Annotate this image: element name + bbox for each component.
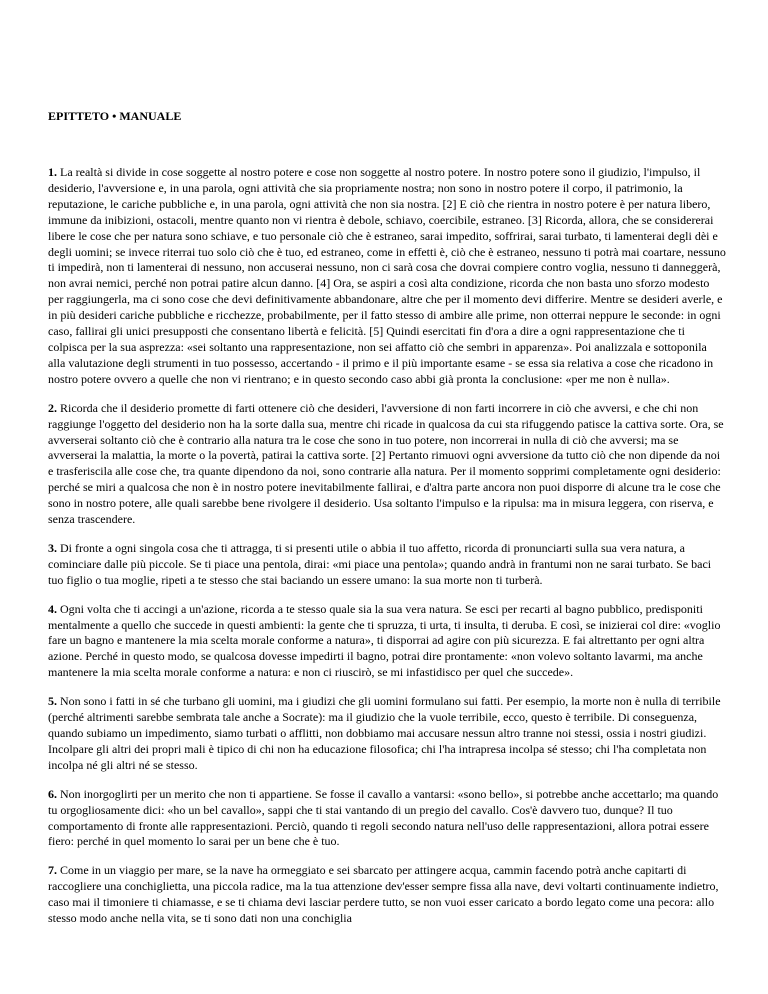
paragraph-number: 7. [48, 863, 57, 878]
paragraph-1 [48, 165, 726, 388]
paragraph-text: Non sono i fatti in sé che turbano gli uomini, ma i giudizi che gli uomini formulano sui fatti. Per esempio, la morte non è nulla di terribile (perché altrimenti sarebbe sembrata tale anche a Socrate): ma il giudizio che la vuole terribile, ecco, questo è terribile. Di conseguenza, quando subiamo un impedimento, siamo turbati o afflitti, non dobbiamo mai accusare nessun altro tranne noi stessi, ossia i nostri giudizi. Incolpare gli altri dei propri mali è tipico di chi non ha educazione filosofica; chi l'ha intrapresa incolpa sé stesso; chi l'ha completata non incolpa né gli altri né se stesso. [48, 694, 721, 772]
paragraph-7 [48, 863, 726, 927]
paragraph-text: Non inorgoglirti per un merito che non ti appartiene. Se fosse il cavallo a vantarsi: «sono bello», si potrebbe anche accettarlo; ma quando tu orgogliosamente dici: «ho un bel cavallo», sappi che ti stai vantando di un pregio del cavallo. Cos'è davvero tuo, dunque? Il tuo comportamento di fronte alle rappresentazioni. Perciò, quando ti regoli secondo natura nell'uso delle rappresentazioni, allora potrai essere fiero: perché in quel momento lo sarai per un bene che è tuo. [48, 786, 719, 849]
paragraph-4 [48, 602, 726, 682]
paragraph-5 [48, 694, 726, 774]
paragraph-text: La realtà si divide in cose soggette al nostro potere e cose non soggette al nostro potere. In nostro potere sono il giudizio, l'impulso, il desiderio, l'avversione e, in una parola, ogni attività che sia propriamente nostra; non sono in nostro potere il corpo, il patrimonio, la reputazione, le cariche pubbliche e, in una parola, ogni attività che non sia nostra. [2] E ciò che rientra in nostro potere è per natura libero, immune da inibizioni, ostacoli, mentre quanto non vi rientra è debole, schiavo, coercibile, estraneo. [3] Ricorda, allora, che se considererai libere le cose che per natura sono schiave, e tuo personale ciò che è estraneo, sarai impedito, soffrirai, sarai turbato, ti lamenterai degli dèi e degli uomini; se invece riterrai tuo solo ciò che è tuo, ed estraneo, come in effetti è, ciò che è estraneo, nessuno ti potrà mai coartare, nessuno ti impedirà, non ti lamenterai di nessuno, non accuserai nessuno, non ci sarà cosa che dovrai compiere contro voglia, nessuno ti danneggerà, non avrai nemici, perché non potrai patire alcun danno. [4] Ora, se aspiri a così alta condizione, ricorda che non basta uno sforzo modesto per raggiungerla, ma ci sono cose che devi definitivamente abbandonare, altre che per il momento devi differire. Mentre se desideri averle, e in più desideri cariche pubbliche e ricchezze, probabilmente, per il fatto stesso di ambire alle prime, non otterrai neppure le seconde: in ogni caso, fallirai gli unici presupposti che consentano libertà e felicità. [5] Quindi esercitati fin d'ora a dire a ogni rappresentazione che ti colpisca per la sua asprezza: «sei soltanto una rappresentazione, non sei affatto ciò che sembri in apparenza». Poi analizzala e sottoponila alla valutazione degli strumenti in tuo possesso, accertando - il primo e il più importante esame - se essa sia relativa a cose che ricadono in nostro potere ovvero a quelle che non vi rientrano; e in questo secondo caso abbi già pronta la conclusione: «per me non è nulla». [48, 165, 726, 386]
paragraph-6 [48, 787, 726, 851]
paragraph-2 [48, 401, 726, 528]
document-title: EPITTETO • MANUALE [48, 109, 182, 123]
paragraph-text: Ricorda che il desiderio promette di farti ottenere ciò che desideri, l'avversione di non farti incorrere in ciò che avversi, e che chi non raggiunge l'oggetto del desiderio non ha la sorte dalla sua, mentre chi ricade in qualcosa da cui sta rifuggendo patisce la cattiva sorte. Ora, se avverserai soltanto ciò che è contrario alla natura tra le cose che sono in tuo potere, non incorrerai in nulla di ciò che avversi; ma se avverserai la malattia, la morte o la povertà, patirai la cattiva sorte. [2] Pertanto rimuovi ogni avversione da tutto ciò che non dipende da noi e trasferiscila alle cose che, tra quante dipendono da noi, sono contrarie alla natura. Per il momento sopprimi completamente ogni desiderio: perché se miri a qualcosa che non è in nostro potere inevitabilmente fallirai, e d'altra parte ancora non puoi disporre di alcune tra le cose che sono in nostro potere, alle quali sarebbe bene rivolgere il desiderio. Usa soltanto l'impulso e la ripulsa: ma in misura leggera, con riserva, e senza trascendere. [48, 400, 724, 527]
paragraph-number: 5. [48, 694, 57, 709]
paragraph-text: Ogni volta che ti accingi a un'azione, ricorda a te stesso quale sia la sua vera natura. Se esci per recarti al bagno pubblico, predisponiti mentalmente a quello che succede in questi ambienti: la gente che ti spruzza, ti urta, ti insulta, ti deruba. E così, se inizierai col dire: «voglio fare un bagno e mantenere la mia scelta morale conforme a natura», ti disporrai ad agire con più sicurezza. E fai altrettanto per ogni altra azione. Perché in questo modo, se qualcosa dovesse impedirti il bagno, potrai dire prontamente: «non volevo soltanto lavarmi, ma anche mantenere la mia scelta morale conforme a natura: e non ci riuscirò, se mi infastidisco per quel che succede». [48, 601, 721, 680]
paragraph-text: Di fronte a ogni singola cosa che ti attragga, ti si presenti utile o abbia il tuo affetto, ricorda di pronunciarti sulla sua vera natura, a cominciare dalle più piccole. Se ti piace una pentola, dirai: «mi piace una pentola»; quando andrà in frantumi non ne sarai turbato. Se baci tuo figlio o tua moglie, ripeti a te stesso che stai baciando un essere umano: la sua morte non ti turberà. [48, 540, 712, 587]
document-body [48, 165, 726, 940]
paragraph-3 [48, 541, 726, 589]
paragraph-number: 6. [48, 786, 57, 801]
paragraph-number: 2. [48, 400, 57, 415]
paragraph-number: 3. [48, 540, 57, 555]
paragraph-text: Come in un viaggio per mare, se la nave ha ormeggiato e sei sbarcato per attingere acqua, cammin facendo potrà anche capitarti di raccogliere una conchiglietta, una piccola radice, ma la tua attenzione dev'esser sempre fissa alla nave, devi voltarti continuamente indietro, caso mai il timoniere ti chiamasse, e se ti chiama devi lasciar perdere tutto, se non vuoi esser caricato a bordo legato come una pecora: allo stesso modo anche nella vita, se ti sono dati non una conchiglia [48, 863, 719, 926]
paragraph-number: 1. [48, 165, 57, 179]
paragraph-number: 4. [48, 601, 57, 616]
